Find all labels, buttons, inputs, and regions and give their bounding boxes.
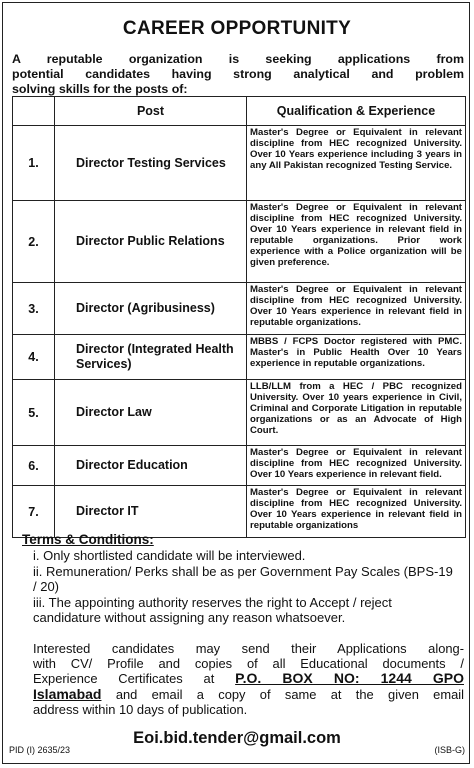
row-number: 6. <box>13 446 55 486</box>
table-row <box>13 380 466 446</box>
contact-email: Eoi.bid.tender@gmail.com <box>133 729 341 747</box>
row-number: 7. <box>13 486 55 538</box>
region-code: (ISB-G) <box>434 745 465 755</box>
intro-paragraph <box>12 52 464 97</box>
row-number: 2. <box>13 201 55 283</box>
apply-line-suffix: and email a copy of same at the given email <box>115 686 464 702</box>
post-title: Director Law <box>55 380 247 446</box>
post-title: Director Public Relations <box>55 201 247 283</box>
post-title: Director IT <box>55 486 247 538</box>
apply-line: Interested candidates may send their Applications along- <box>33 641 464 656</box>
terms-item: ii. Remuneration/ Perks shall be as per Government Pay Scales (BPS-19 / 20) <box>33 563 453 595</box>
row-number: 5. <box>13 380 55 446</box>
header-number <box>13 97 55 126</box>
page-title: CAREER OPPORTUNITY <box>122 18 352 39</box>
intro-line: A reputable organization is seeking applications from <box>12 52 464 66</box>
row-number: 3. <box>13 283 55 335</box>
publication-id: PID (I) 2635/23 <box>9 745 71 755</box>
post-title: Director (Integrated Health Services) <box>55 335 247 380</box>
terms-item: i. Only shortlisted candidate will be interviewed. <box>33 548 306 563</box>
post-title: Director Testing Services <box>55 126 247 201</box>
apply-line: address within 10 days of publication. <box>33 701 248 717</box>
qualification-text: LLB/LLM from a HEC / PBC recognized University. Over 10 years experience in Civil, Criminal and Corporate Litigation in reputable organizations or as an Advocate of High Court. <box>247 380 466 446</box>
table-row <box>13 201 466 283</box>
po-box-address: P.O. BOX NO: 1244 GPO <box>235 670 464 687</box>
posts-table <box>12 96 466 538</box>
qualification-text: Master's Degree or Equivalent in relevant discipline from HEC recognized University. Over 10 Years experience in relevant field in reputable organizations. <box>247 283 466 335</box>
table-row <box>13 486 466 538</box>
row-number: 4. <box>13 335 55 380</box>
row-number: 1. <box>13 126 55 201</box>
apply-line-prefix: Experience Certificates at <box>33 671 215 687</box>
table-row <box>13 335 466 380</box>
city-name: Islamabad <box>33 685 102 702</box>
apply-line <box>33 671 464 686</box>
terms-item: iii. The appointing authority reserves the right to Accept / reject candidature without assigning any reason whatsoever. <box>33 594 392 626</box>
post-title: Director (Agribusiness) <box>55 283 247 335</box>
apply-line: with CV/ Profile and copies of all Educational documents / <box>33 656 464 672</box>
qualification-text: Master's Degree or Equivalent in relevant discipline from HEC recognized University. Over 10 Years experience in relevant field in reputable organizations. Prior work experience with a Police organization will be given preference. <box>247 201 466 283</box>
table-header-row <box>13 97 466 126</box>
application-instructions <box>33 641 464 717</box>
intro-line: solving skills for the posts of: <box>12 82 188 96</box>
terms-list <box>33 548 453 626</box>
qualification-text: Master's Degree or Equivalent in relevant discipline from HEC recognized University. Over 10 Years experience in relevant field in reputable organizations <box>247 486 466 538</box>
table-row <box>13 446 466 486</box>
post-title: Director Education <box>55 446 247 486</box>
table-row <box>13 126 466 201</box>
qualification-text: Master's Degree or Equivalent in relevant discipline from HEC recognized University. Over 10 Years experience in relevant field. <box>247 446 466 486</box>
apply-line <box>33 687 464 702</box>
header-post: Post <box>55 97 247 126</box>
header-qualification: Qualification & Experience <box>247 97 466 126</box>
qualification-text: Master's Degree or Equivalent in relevant discipline from HEC recognized University. Over 10 Years experience including 3 years in any All Pakistan recognized Testing Service. <box>247 126 466 201</box>
terms-heading: Terms & Conditions: <box>22 532 154 547</box>
table-row <box>13 283 466 335</box>
qualification-text: MBBS / FCPS Doctor registered with PMC. Master's in Public Health Over 10 Years experience in reputable organizations. <box>247 335 466 380</box>
intro-line: potential candidates having strong analytical and problem <box>12 67 464 81</box>
